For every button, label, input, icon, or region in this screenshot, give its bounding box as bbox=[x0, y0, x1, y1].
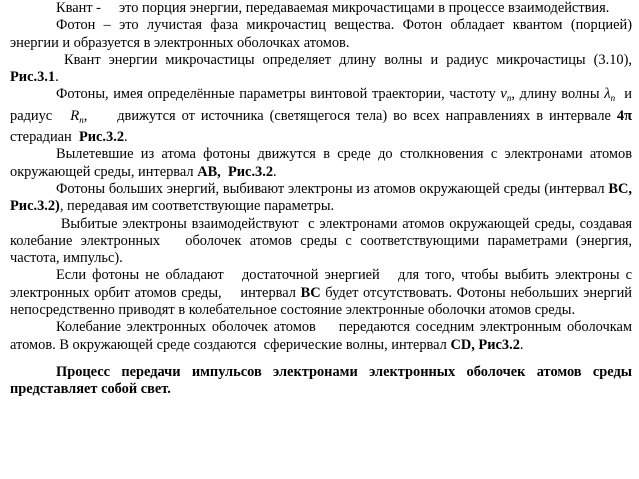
paragraph-text: Вылетевшие из атома фотоны движутся в среде до столкновения с электронами атомов окружающей среды, интервал bbox=[10, 146, 632, 180]
paragraph-text: Если фотоны не обладают достаточной энергией для того, чтобы выбить электроны с электронных орбит атомов среды, интервал bbox=[10, 267, 636, 301]
paragraph-end: . bbox=[55, 69, 59, 86]
paragraph-text: Процесс передачи импульсов электронами электронных оболочек атомов среды представляет собой свет. bbox=[10, 363, 632, 398]
paragraph-text: Фотоны больших энергий, выбивают электроны из атомов окружающей среды (интервал bbox=[56, 180, 609, 197]
paragraph-quantum-wavelength bbox=[10, 51, 639, 87]
interval-reference: АВ, Рис.3.2 bbox=[197, 163, 274, 180]
document-body bbox=[10, 0, 639, 399]
paragraph-text: , движутся от источника (светящегося тела) во всех направлениях в интервале bbox=[83, 107, 617, 124]
figure-reference: Рис.3.1 bbox=[10, 69, 56, 86]
paragraph-text: , длину волны bbox=[511, 86, 605, 103]
paragraph-text: Квант - это порция энергии, передаваемая микрочастицами в процессе взаимодействия. bbox=[56, 0, 610, 16]
paragraph-text: и радиус bbox=[10, 86, 636, 124]
paragraph-text: Колебание электронных оболочек атомов передаются соседним электронным оболочкам атомов. В окружающей среде создаются сферические волны, интервал bbox=[10, 319, 636, 353]
paragraph-spherical-waves bbox=[10, 319, 636, 354]
paragraph-text: Квант энергии микрочастицы определяет длину волны и радиус микрочастицы (3.10), bbox=[56, 51, 639, 68]
paragraph-text: Фотон – это лучистая фаза микрочастиц вещества. Фотон обладает квантом (порцией) энергии и образуется в электронных оболочках атомов. bbox=[10, 17, 632, 51]
paragraph-end: . bbox=[124, 129, 128, 146]
interval-reference: ВС bbox=[300, 284, 321, 301]
paragraph-ejected-electrons bbox=[10, 215, 636, 268]
interval-reference: CD, Рис3.2 bbox=[450, 336, 520, 353]
paragraph-text: Фотоны, имея определённые параметры винтовой траектории, частоту bbox=[56, 86, 501, 103]
solid-angle: 4π bbox=[616, 107, 632, 124]
paragraph-photon-motion bbox=[10, 146, 632, 181]
paragraph-photon-definition bbox=[10, 17, 632, 52]
figure-reference: Рис.3.2 bbox=[78, 129, 125, 146]
paragraph-text: Выбитые электроны взаимодействуют с электронами атомов окружающей среды, создавая колебание электронных оболочек атомов среды с соответствующими параметрами (энергия, частота, импульс). bbox=[10, 215, 636, 267]
paragraph-end: . bbox=[273, 163, 277, 180]
wavelength-symbol: $\lambda_n$ bbox=[604, 86, 616, 104]
frequency-symbol: $\nu_n$ bbox=[500, 86, 512, 104]
paragraph-end: . bbox=[519, 336, 524, 353]
paragraph-end: , передавая им соответствующие параметры. bbox=[59, 198, 335, 215]
paragraph-end: будет отсутствовать. Фотоны небольших энергий непосредственно приводят в колебательное состояние электронные оболочки атомов среды. bbox=[10, 284, 632, 319]
radius-symbol: $R_n$ bbox=[70, 107, 84, 125]
paragraph-high-energy-photons bbox=[10, 181, 632, 216]
paragraph-quantum-definition bbox=[10, 0, 632, 17]
paragraph-text: стерадиан bbox=[10, 107, 636, 146]
paragraph-light-conclusion bbox=[10, 364, 632, 399]
paragraph-photon-parameters bbox=[10, 86, 636, 146]
paragraph-low-energy-photons bbox=[10, 267, 636, 319]
interval-reference: ВС, Рис.3.2) bbox=[10, 180, 632, 215]
